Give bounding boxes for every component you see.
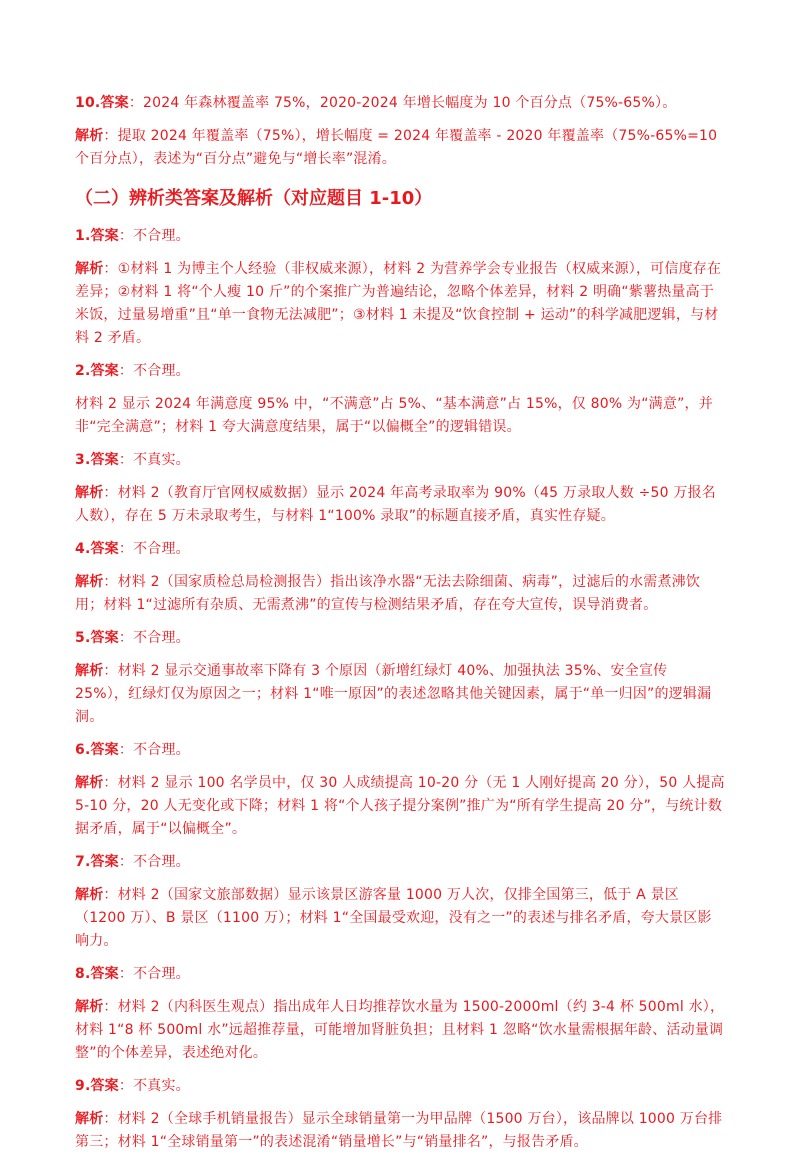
answer-label: 10.答案 xyxy=(75,95,129,111)
analysis-text: ：材料 2（教育厅官网权威数据）显示 2024 年高考录取率为 90%（45 万录取人数 ÷50 万报名人数），存在 5 万未录取考生，与材料 1“100% 录取”的标题直接矛盾，真实性存疑。 xyxy=(75,485,716,524)
section-heading: （二）辨析类答案及解析（对应题目 1-10） xyxy=(75,188,433,209)
answer-text: ：不合理。 xyxy=(118,541,190,557)
analysis-4 xyxy=(75,571,725,617)
analysis-label: 解析 xyxy=(75,887,104,903)
answer-label: 2.答案 xyxy=(75,363,119,379)
analysis-text: ：材料 2（国家质检总局检测报告）指出该净水器“无法去除细菌、病毒”，过滤后的水需煮沸饮用；材料 1“过滤所有杂质、无需煮沸”的宣传与检测结果矛盾，存在夸大宣传，误导消费者。 xyxy=(75,574,701,613)
analysis-1 xyxy=(75,258,725,350)
answer-text: ：不合理。 xyxy=(118,228,190,244)
answer-label: 4.答案 xyxy=(75,541,119,557)
answer-5 xyxy=(75,627,725,650)
analysis-7 xyxy=(75,884,725,953)
analysis-text: ：材料 2 显示交通事故率下降有 3 个原因（新增红绿灯 40%、加强执法 35%、安全宣传 25%），红绿灯仅为原因之一；材料 1“唯一原因”的表述忽略其他关键因素，属于“单一归因”的逻辑漏洞。 xyxy=(75,663,712,725)
answer-text: ：不合理。 xyxy=(118,966,190,982)
analysis-text: 材料 2 显示 2024 年满意度 95% 中，“不满意”占 5%、“基本满意”占 15%，仅 80% 为“满意”，并非“完全满意”；材料 1 夸大满意度结果，属于“以偏概全”的逻辑错误。 xyxy=(75,396,713,435)
analysis-3 xyxy=(75,482,725,528)
analysis-5 xyxy=(75,660,725,729)
answer-text: ：不合理。 xyxy=(118,742,190,758)
answer-label: 8.答案 xyxy=(75,966,119,982)
answer-3 xyxy=(75,449,725,472)
analysis-text: ：提取 2024 年覆盖率（75%），增长幅度 = 2024 年覆盖率 - 2020 年覆盖率（75%-65%=10 个百分点），表述为“百分点”避免与“增长率”混淆。 xyxy=(75,128,718,167)
analysis-9 xyxy=(75,1108,725,1154)
answer-label: 6.答案 xyxy=(75,742,119,758)
answer-text: ：2024 年森林覆盖率 75%，2020-2024 年增长幅度为 10 个百分点（75%-65%）。 xyxy=(128,95,677,111)
answer-1 xyxy=(75,225,725,248)
analysis-text: ：材料 2（内科医生观点）指出成年人日均推荐饮水量为 1500-2000ml（约 3-4 杯 500ml 水），材料 1“8 杯 500ml 水”远超推荐量，可能增加肾脏负担；且材料 1 忽略“饮水量需根据年龄、活动量调整”的个体差异，表述绝对化。 xyxy=(75,999,725,1061)
answer-label: 5.答案 xyxy=(75,630,119,646)
answer-text: ：不真实。 xyxy=(118,452,190,468)
analysis-2 xyxy=(75,393,725,439)
answer-text: ：不合理。 xyxy=(118,854,190,870)
analysis-label: 解析 xyxy=(75,663,104,679)
analysis-label: 解析 xyxy=(75,999,104,1015)
answer-8 xyxy=(75,963,725,986)
answer-2 xyxy=(75,360,725,383)
document-page xyxy=(75,92,725,1164)
analysis-text: ：材料 2（国家文旅部数据）显示该景区游客量 1000 万人次，仅排全国第三，低于 A 景区（1200 万）、B 景区（1100 万）；材料 1“全国最受欢迎，没有之一”的表述与排名矛盾，夸大景区影响力。 xyxy=(75,887,712,949)
analysis-text: ：①材料 1 为博主个人经验（非权威来源），材料 2 为营养学会专业报告（权威来源），可信度存在差异；②材料 1 将“个人瘦 10 斤”的个案推广为普遍结论，忽略个体差异，材料 2 明确“紫薯热量高于米饭，过量易增重”且“单一食物无法减肥”；③材料 1 未提及“饮食控制 + 运动”的科学减肥逻辑，与材料 2 矛盾。 xyxy=(75,261,722,346)
answer-label: 3.答案 xyxy=(75,452,119,468)
answer-label: 1.答案 xyxy=(75,228,119,244)
analysis-label: 解析 xyxy=(75,485,104,501)
analysis-10 xyxy=(75,125,725,171)
answer-10 xyxy=(75,92,725,115)
answer-9 xyxy=(75,1075,725,1098)
answer-6 xyxy=(75,739,725,762)
answer-4 xyxy=(75,538,725,561)
answer-text: ：不合理。 xyxy=(118,630,190,646)
answer-text: ：不真实。 xyxy=(118,1078,190,1094)
analysis-8 xyxy=(75,996,725,1065)
analysis-label: 解析 xyxy=(75,775,104,791)
answer-label: 7.答案 xyxy=(75,854,119,870)
analysis-6 xyxy=(75,772,725,841)
analysis-label: 解析 xyxy=(75,1111,104,1127)
answer-label: 9.答案 xyxy=(75,1078,119,1094)
analysis-label: 解析 xyxy=(75,574,104,590)
answer-7 xyxy=(75,851,725,874)
analysis-label: 解析 xyxy=(75,261,104,277)
answer-text: ：不合理。 xyxy=(118,363,190,379)
analysis-label: 解析 xyxy=(75,128,104,144)
analysis-text: ：材料 2（全球手机销量报告）显示全球销量第一为甲品牌（1500 万台），该品牌以 1000 万台排第三；材料 1“全球销量第一”的表述混淆“销量增长”与“销量排名”，与报告矛盾。 xyxy=(75,1111,723,1150)
analysis-text: ：材料 2 显示 100 名学员中，仅 30 人成绩提高 10-20 分（无 1 人刚好提高 20 分），50 人提高 5-10 分，20 人无变化或下降；材料 1 将“个人孩子提分案例”推广为“所有学生提高 20 分”，与统计数据矛盾，属于“以偏概全”。 xyxy=(75,775,725,837)
